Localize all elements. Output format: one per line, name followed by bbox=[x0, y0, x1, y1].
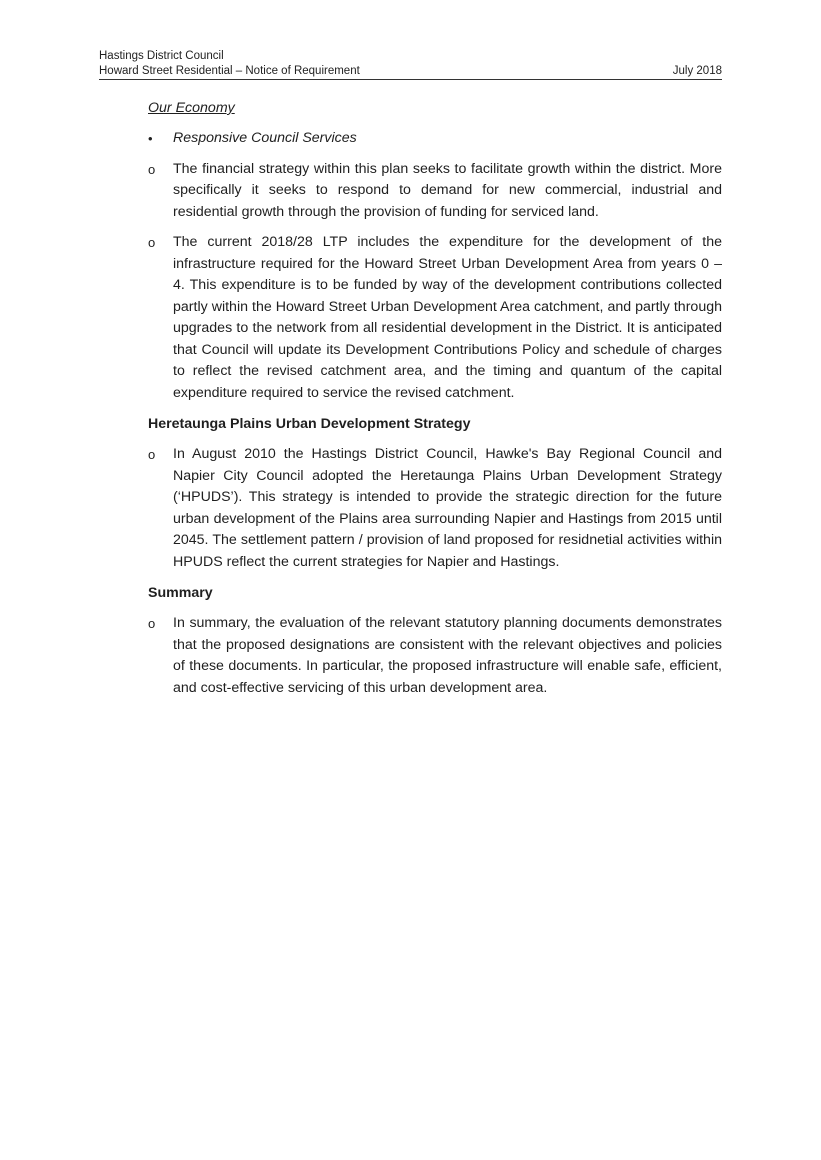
page-header bbox=[99, 49, 722, 80]
economy-paragraph-1: The financial strategy within this plan seeks to facilitate growth within the district. More specifically it seeks to respond to demand for new commercial, industrial and residential growth through the provision of funding for serviced land. bbox=[173, 160, 722, 220]
list-item bbox=[148, 444, 722, 573]
list-item bbox=[148, 159, 722, 224]
header-doc-title: Howard Street Residential – Notice of Requirement bbox=[99, 65, 360, 77]
header-row bbox=[99, 64, 722, 80]
heading-hpuds: Heretaunga Plains Urban Development Strategy bbox=[148, 416, 471, 432]
summary-paragraph: In summary, the evaluation of the relevant statutory planning documents demonstrates that the proposed designations are consistent with the relevant objectives and policies of these documents. In particular, the proposed infrastructure will enable safe, efficient, and cost-effective servicing of this urban development area. bbox=[173, 615, 722, 696]
economy-paragraph-2: The current 2018/28 LTP includes the expenditure for the development of the infrastructure required for the Howard Street Urban Development Area from years 0 – 4. This expenditure is to be funded by way of the development contributions collected partly within the Howard Street Urban Development Area catchment, and partly through upgrades to the network from all residential development in the District. It is anticipated that Council will update its Development Contributions Policy and schedule of charges to reflect the revised catchment area, and the timing and quantum of the capital expenditure required to service the revised catchment. bbox=[173, 234, 722, 401]
section-title-our-economy: Our Economy bbox=[148, 100, 235, 116]
circle-bullet-marker: o bbox=[148, 616, 156, 631]
circle-bullet-marker: o bbox=[148, 161, 156, 177]
circle-bullet-marker: o bbox=[148, 447, 156, 462]
list-item bbox=[148, 613, 722, 699]
hpuds-paragraph: In August 2010 the Hastings District Council, Hawke's Bay Regional Council and Napier City Council adopted the Heretaunga Plains Urban Development Strategy (‘HPUDS’). This strategy is intended to provide the strategic direction for the future urban development of the Plains area surrounding Napier and Hastings from 2015 until 2045. The settlement pattern / provision of land proposed for residnetial activities within HPUDS reflect the current strategies for Napier and Hastings. bbox=[173, 446, 722, 570]
bullet-responsive-council-services: Responsive Council Services bbox=[173, 130, 357, 146]
circle-bullet-marker: o bbox=[148, 235, 156, 250]
list-item bbox=[148, 232, 722, 404]
disc-bullet-marker: • bbox=[148, 131, 153, 146]
page-body bbox=[99, 96, 722, 699]
header-org: Hastings District Council bbox=[99, 50, 224, 62]
header-date: July 2018 bbox=[672, 65, 722, 77]
heading-summary: Summary bbox=[148, 585, 213, 601]
disc-bullet-item bbox=[148, 128, 722, 150]
